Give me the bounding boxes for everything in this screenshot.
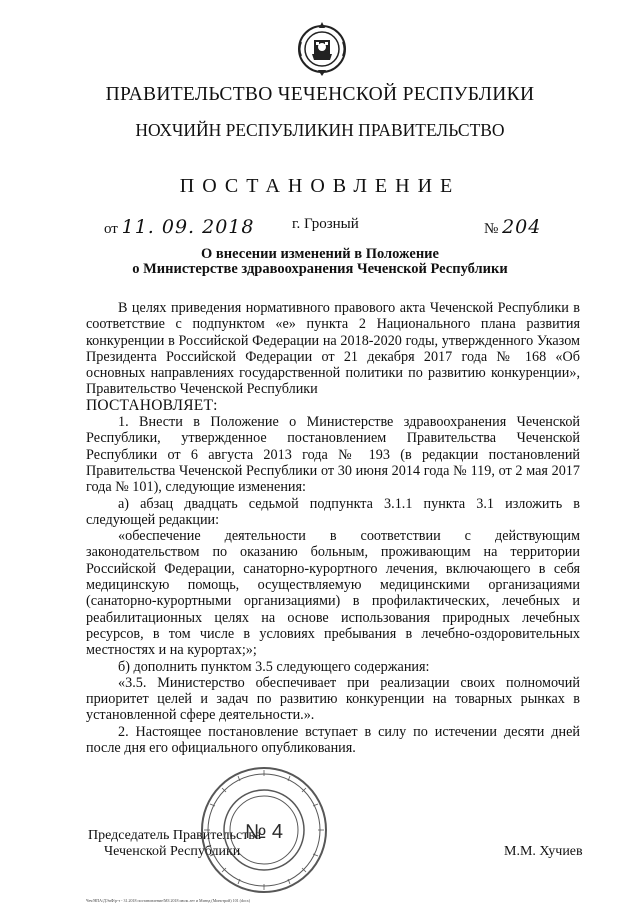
item-1-paragraph: 1. Внести в Положение о Министерстве здравоохранения Чеченской Республики, утвержденное постановлением Правительства Чеченской Республики от 6 августа 2013 года № 193 (в редакции постановлений Правительства Чеченской Республики от 30 июня 2014 года № 119, от 2 мая 2017 года № 101), следующие изменения: (86, 414, 580, 496)
city: г. Грозный (292, 216, 359, 232)
document-subject (0, 247, 640, 277)
number-line (484, 216, 541, 238)
date-line (104, 216, 254, 238)
item-2-paragraph: 2. Настоящее постановление вступает в силу по истечении десяти дней после дня его официального опубликования. (86, 723, 580, 757)
decree-word: ПОСТАНОВЛЯЕТ: (86, 396, 218, 414)
signature-position-line-2: Чеченской Республики (104, 844, 241, 859)
date-prefix: от (104, 221, 118, 237)
government-name-ce: НОХЧИЙН РЕСПУБЛИКИН ПРАВИТЕЛЬСТВО (135, 120, 505, 140)
government-name-ru: ПРАВИТЕЛЬСТВО ЧЕЧЕНСКОЙ РЕСПУБЛИКИ (105, 84, 535, 105)
subject-line-1: О внесении изменений в Положение (201, 246, 439, 262)
document-type-title: ПОСТАНОВЛЕНИЕ (179, 175, 461, 197)
number-prefix: № (484, 221, 499, 237)
seal-number-text: № 4 (244, 821, 284, 843)
subject-line-2: о Министерстве здравоохранения Чеченской Республики (132, 261, 508, 277)
coat-of-arms-icon (296, 18, 348, 80)
preamble-paragraph: В целях приведения нормативного правового акта Чеченской Республики в соответствие с подпунктом «е» пункта 2 Национального плана развития конкуренции в Российской Федерации на 2018-2020 годы, утвержденного Указом Президента Российской Федерации от 21 декабря 2017 года № 168 «Об основных направлениях государственной политики по развитию конкуренции», Правительство Чеченской Республики (86, 300, 580, 398)
number-handwritten: 204 (502, 216, 542, 238)
item-1a-paragraph: а) абзац двадцать седьмой подпункта 3.1.1 пункта 3.1 изложить в следующей редакции: (86, 495, 580, 528)
signatory-name: М.М. Хучиев (504, 844, 583, 859)
signature-position-line-1: Председатель Правительства (88, 828, 261, 843)
official-seal-icon (198, 764, 330, 896)
item-1b-quote-paragraph: «3.5. Министерство обеспечивает при реализации своих полномочий приоритет целей и задач по развитию конкуренции на товарных рынках в установленной сфере деятельности.». (86, 674, 580, 724)
print-footer: Чеч/НПА/ДЭиФ/р-т - 31.2018 постановление/МЗ 2018 июль лет и Минзд (Минстрой) 101 (docx) (86, 898, 251, 903)
item-1b-paragraph: б) дополнить пунктом 3.5 следующего содержания: (118, 658, 430, 675)
document-body (86, 300, 580, 756)
date-handwritten: 11. 09. 2018 (121, 216, 255, 238)
item-1a-quote-paragraph: «обеспечение деятельности в соответствии с действующим законодательством по оказанию больным, проживающим на территории Российской Федерации, санаторно-курортного лечения, включающего в себя медицинскую помощь, осуществляемую медицинскими организациями (санаторно-курортными организациями) в профилактических, лечебных и реабилитационных целях на основе использования природных лечебных ресурсов, в том числе в условиях пребывания в лечебно-оздоровительных местностях и на курортах;»; (86, 528, 580, 659)
